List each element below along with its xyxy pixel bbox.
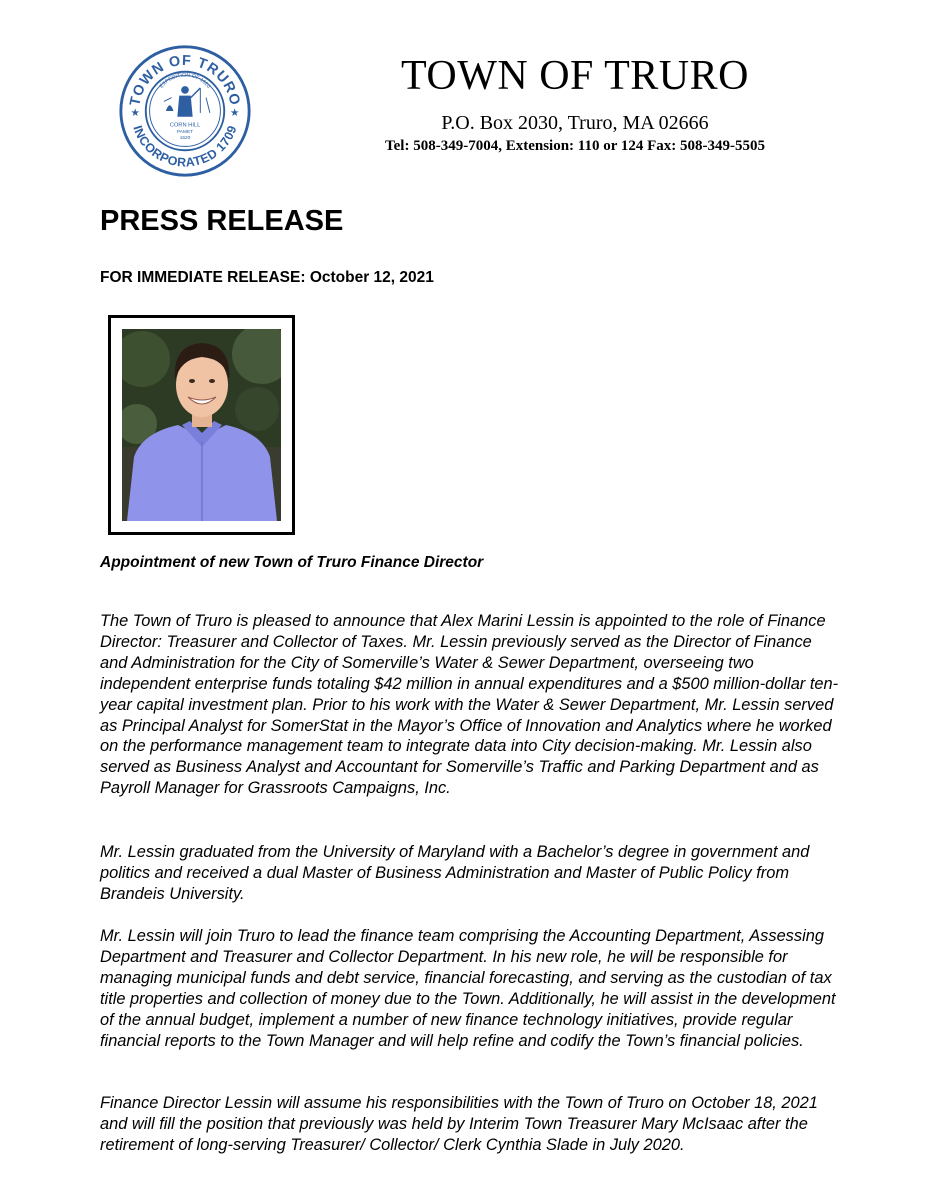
svg-text:★: ★ — [230, 106, 240, 119]
portrait-photo-frame — [108, 315, 295, 535]
body-paragraph: Mr. Lessin graduated from the University of Maryland with a Bachelor’s degree in government and politics and received a dual Master of Business Administration and Master of Public Policy from Brandeis University. — [100, 843, 810, 903]
svg-text:INCORPORATED 1709: INCORPORATED 1709 — [130, 123, 240, 170]
letterhead-contact: Tel: 508-349-7004, Extension: 110 or 124 Fax: 508-349-5505 — [385, 138, 765, 154]
town-seal-logo — [118, 44, 252, 178]
page-title: PRESS RELEASE — [100, 205, 344, 237]
press-release-headline: Appointment of new Town of Truro Finance Director — [100, 554, 484, 571]
body-paragraph: The Town of Truro is pleased to announce that Alex Marini Lessin is appointed to the role of Finance Director: Treasurer and Collector of Taxes. Mr. Lessin previously served as the Director of Finance and Administration for the City of Somerville’s Water & Sewer Department, overseeing two independent enterprise funds totaling $42 million in annual expenditures and a $500 million-dollar ten-year capital investment plan. Prior to his work with the Water & Sewer Department, Mr. Lessin served as Principal Analyst for SomerStat in the Mayor’s Office of Innovation and Analytics where he worked on the performance management team to integrate data into City decision-making. Mr. Lessin also served as Business Analyst and Accountant for Somerville’s Traffic and Parking Department and as Payroll Manager for Grassroots Campaigns, Inc. — [100, 612, 839, 798]
body-paragraph: Finance Director Lessin will assume his responsibilities with the Town of Truro on October 18, 2021 and will fill the position that previously was held by Interim Town Treasurer Mary McIsaac after the retirement of long-serving Treasurer/ Collector/ Clerk Cynthia Slade in July 2020. — [100, 1094, 818, 1154]
letterhead-address: P.O. Box 2030, Truro, MA 02666 — [441, 112, 709, 134]
svg-text:EXPEDITION OF 1620: EXPEDITION OF 1620 — [158, 72, 212, 90]
portrait-photo — [122, 329, 281, 521]
svg-text:1620: 1620 — [179, 135, 191, 141]
svg-text:CORN HILL: CORN HILL — [169, 122, 201, 129]
release-date-line: FOR IMMEDIATE RELEASE: October 12, 2021 — [100, 269, 434, 286]
svg-text:★: ★ — [130, 106, 140, 119]
letterhead-title: TOWN OF TRURO — [401, 53, 749, 99]
body-paragraph: Mr. Lessin will join Truro to lead the finance team comprising the Accounting Department, Assessing Department and Treasurer and Collector Department. In his new role, he will be responsible for managing municipal funds and debt service, financial forecasting, and serving as the custodian of tax title properties and collection of money due to the Town. Additionally, he will assist in the development of the annual budget, implement a number of new finance technology initiatives, provide regular financial reports to the Town Manager and will help refine and codify the Town’s financial policies. — [100, 927, 836, 1050]
svg-text:TOWN OF TRURO: TOWN OF TRURO — [127, 52, 243, 108]
svg-text:PAMET: PAMET — [176, 130, 194, 136]
